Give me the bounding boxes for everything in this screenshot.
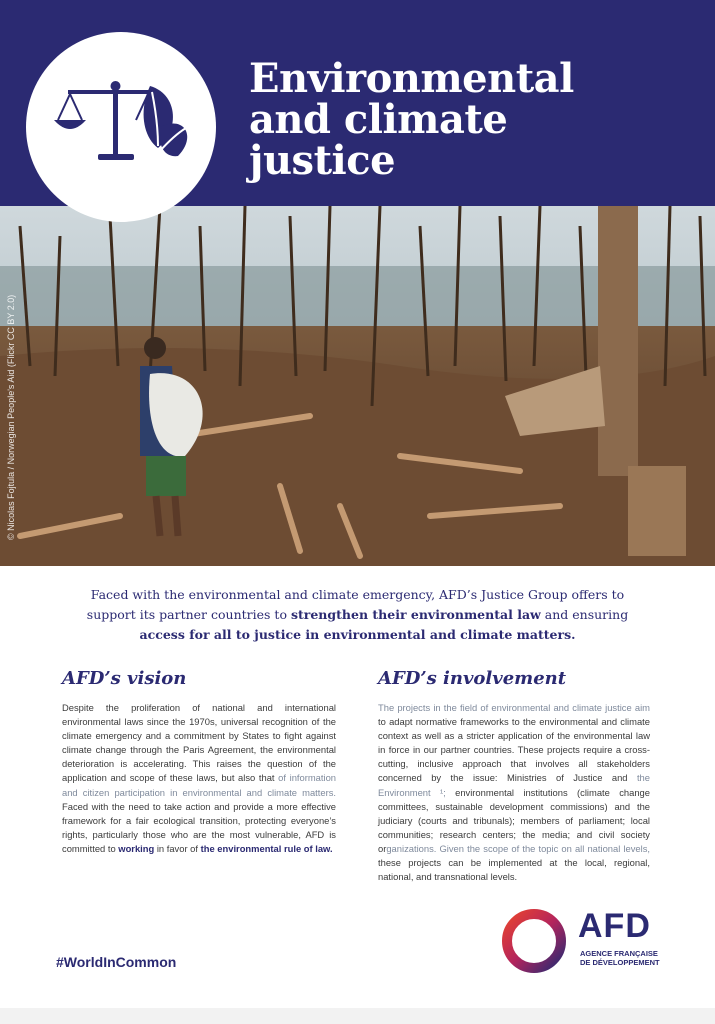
emblem-circle [26,32,216,222]
afd-ring-icon [498,905,570,977]
vision-heading: AFD’s vision [62,668,187,689]
deforestation-photo [0,206,715,566]
afd-name: AFD [578,907,651,945]
intro-statement: Faced with the environmental and climate emergency, AFD’s Justice Group offers to support its partner countries to strengthen their environmental law and ensuring access for all to justice in environmental and climate matters. [86,587,629,642]
vision-text: Despite the proliferation of national and international environmental laws since the 1970s, universal recognition of the climate emergency and a commitment by States to fight against climate change through the Paris Agreement, the environmental deterioration is accelerating. This raises the question of the application and scope of these laws, but also that of information and citizen participation in environmental and climate matters. Faced with the need to take action and provide a more effective framework for a fair ecological transition, protecting everyone’s rights, particularly those who are the most vulnerable, AFD is committed to working in favor of the environmental rule of law. [62,702,336,854]
afd-logo [498,905,668,977]
photo-credit: © Nicolas Fojtula / Norwegian People's Aid (Flickr CC BY 2.0) [6,294,16,540]
hashtag: #WorldInCommon [56,954,177,970]
scales-and-leaves-icon [46,72,196,182]
afd-subtitle: AGENCE FRANÇAISE DE DÉVELOPPEMENT [580,949,660,967]
page-title: Environmental and climate justice [249,55,574,184]
bottom-strip [0,1008,715,1024]
involvement-heading: AFD’s involvement [378,668,567,689]
involvement-text: The projects in the field of environmental and climate justice aim to adapt normative frameworks to the environmental and climate context as well as a stricter application of the environmental law in force in our partner countries. These projects require a cross-cutting, inclusive approach that involves all stakeholders concerned by the issue: Ministries of Justice and the Environment ¹; environmental institutions (climate change committees, sustainable development commissions) and the judiciary (courts and tribunals); members of parliament; local communities; research centers; the media; and civil society organizations. Given the scope of the topic on all national levels, these projects can be implemented at the local, regional, national, and transnational levels. [378,702,650,883]
involvement-section [378,668,650,884]
vision-section [62,668,336,856]
